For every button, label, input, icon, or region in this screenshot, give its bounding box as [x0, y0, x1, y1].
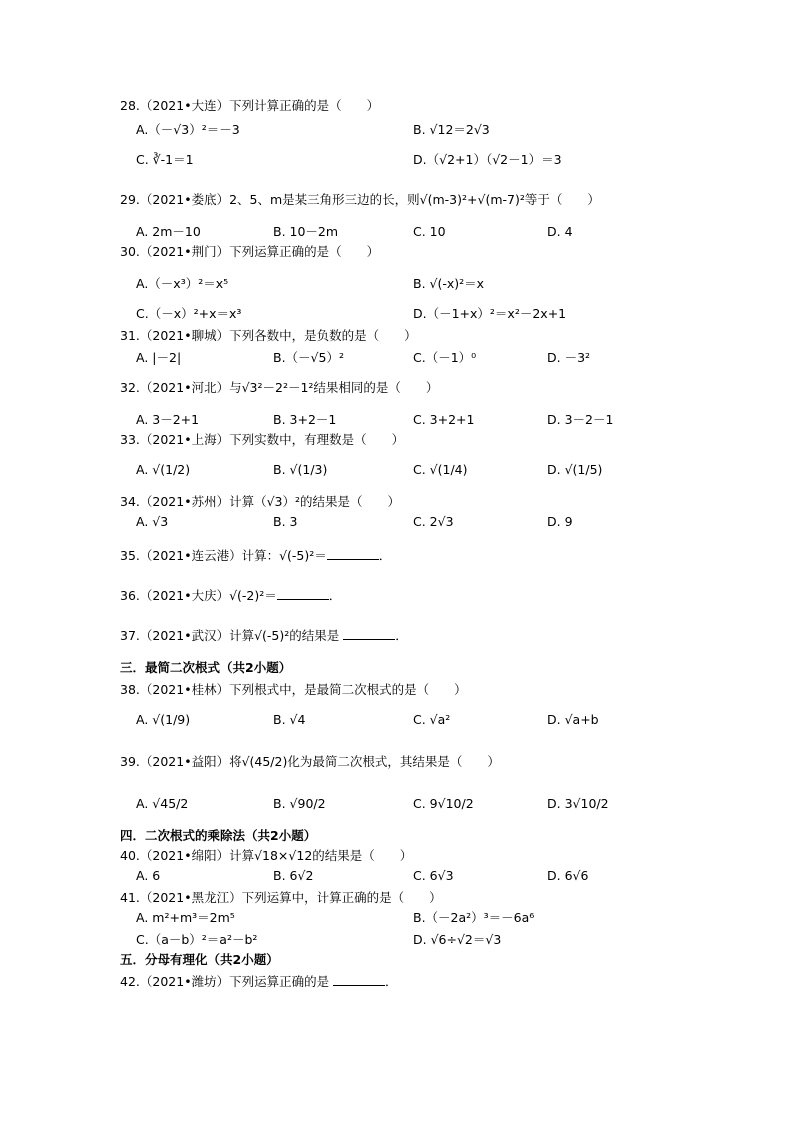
question-41: 41.（2021•黑龙江）下列运算中，计算正确的是（ ） — [120, 890, 442, 905]
q39-option-a: A. √45/2 — [136, 796, 189, 811]
q40-option-a: A. 6 — [136, 868, 161, 883]
q42-text: 42.（2021•潍坊）下列运算正确的是 — [120, 974, 334, 989]
q29-option-b: B. 10－2m — [273, 224, 339, 239]
q32-option-d: D. 3－2－1 — [547, 412, 614, 427]
q36-text: 36.（2021•大庆）√(-2)²＝ — [120, 588, 277, 603]
q36-end: ． — [328, 588, 342, 603]
q33-option-b: B. √(1/3) — [273, 462, 328, 477]
q30-option-a: A.（－x³）²＝x⁵ — [136, 276, 229, 291]
question-33: 33.（2021•上海）下列实数中，有理数是（ ） — [120, 432, 405, 447]
question-32: 32.（2021•河北）与√3²－2²－1²结果相同的是（ ） — [120, 380, 439, 395]
q33-option-c: C. √(1/4) — [413, 462, 468, 477]
q38-option-c: C. √a² — [413, 712, 451, 727]
q39-option-b: B. √90/2 — [273, 796, 326, 811]
question-40: 40.（2021•绵阳）计算√18×√12的结果是（ ） — [120, 848, 413, 863]
q37-text: 37.（2021•武汉）计算√(-5)²的结果是 — [120, 628, 344, 643]
q35-end: ． — [378, 548, 392, 563]
q28-option-d: D.（√2+1）（√2－1）＝3 — [413, 152, 562, 167]
question-35 — [120, 546, 391, 566]
q31-option-c: C.（－1）⁰ — [413, 350, 477, 365]
question-31: 31.（2021•聊城）下列各数中，是负数的是（ ） — [120, 328, 417, 343]
q31-option-a: A. |－2| — [136, 350, 182, 365]
q35-text: 35.（2021•连云港）计算：√(-5)²＝ — [120, 548, 327, 563]
q28-option-a: A.（－√3）²＝－3 — [136, 122, 240, 137]
q37-end: ． — [395, 628, 408, 643]
q30-option-d: D.（－1+x）²＝x²－2x+1 — [413, 306, 567, 321]
q34-option-b: B. 3 — [273, 514, 298, 529]
answer-blank — [333, 973, 385, 986]
q40-option-d: D. 6√6 — [547, 868, 589, 883]
question-37 — [120, 626, 408, 646]
q41-option-d: D. √6÷√2＝√3 — [413, 932, 502, 947]
question-39: 39.（2021•益阳）将√(45/2)化为最简二次根式，其结果是（ ） — [120, 754, 500, 769]
q29-option-d: D. 4 — [547, 224, 573, 239]
q31-option-d: D. －3² — [547, 350, 591, 365]
question-36 — [120, 586, 341, 606]
q41-option-a: A. m²+m³＝2m⁵ — [136, 910, 235, 925]
question-29: 29.（2021•娄底）2、5、m是某三角形三边的长，则√(m-3)²+√(m-7)²等于（ ） — [120, 192, 600, 207]
q38-option-b: B. √4 — [273, 712, 306, 727]
q34-option-a: A. √3 — [136, 514, 169, 529]
question-30: 30.（2021•荆门）下列运算正确的是（ ） — [120, 244, 380, 259]
q29-option-c: C. 10 — [413, 224, 446, 239]
q38-option-a: A. √(1/9) — [136, 712, 191, 727]
q29-option-a: A. 2m－10 — [136, 224, 201, 239]
section-heading-4: 四．二次根式的乘除法（共2小题） — [120, 828, 317, 843]
question-34: 34.（2021•苏州）计算（√3）²的结果是（ ） — [120, 494, 400, 509]
question-42 — [120, 972, 398, 992]
q30-option-c: C.（－x）²+x＝x³ — [136, 306, 242, 321]
q32-option-a: A. 3－2+1 — [136, 412, 200, 427]
q32-option-c: C. 3+2+1 — [413, 412, 475, 427]
question-28: 28.（2021•大连）下列计算正确的是（ ） — [120, 98, 380, 113]
q39-option-d: D. 3√10/2 — [547, 796, 609, 811]
q30-option-b: B. √(-x)²＝x — [413, 276, 485, 291]
q40-option-c: C. 6√3 — [413, 868, 454, 883]
q40-option-b: B. 6√2 — [273, 868, 314, 883]
q42-end: ． — [385, 974, 398, 989]
answer-blank — [343, 627, 395, 640]
q34-option-c: C. 2√3 — [413, 514, 454, 529]
q34-option-d: D. 9 — [547, 514, 573, 529]
q28-option-b: B. √12＝2√3 — [413, 122, 490, 137]
q41-option-c: C.（a－b）²＝a²－b² — [136, 932, 258, 947]
q31-option-b: B.（－√5）² — [273, 350, 344, 365]
answer-blank — [327, 547, 379, 560]
q33-option-a: A. √(1/2) — [136, 462, 191, 477]
section-heading-3: 三．最简二次根式（共2小题） — [120, 660, 292, 675]
answer-blank — [277, 587, 329, 600]
q28-option-c: C. ∛-1＝1 — [136, 152, 194, 167]
q33-option-d: D. √(1/5) — [547, 462, 603, 477]
q41-option-b: B.（－2a²）³＝－6a⁶ — [413, 910, 535, 925]
q38-option-d: D. √a+b — [547, 712, 599, 727]
q32-option-b: B. 3+2－1 — [273, 412, 337, 427]
section-heading-5: 五．分母有理化（共2小题） — [120, 952, 279, 967]
q39-option-c: C. 9√10/2 — [413, 796, 474, 811]
question-38: 38.（2021•桂林）下列根式中，是最简二次根式的是（ ） — [120, 682, 467, 697]
